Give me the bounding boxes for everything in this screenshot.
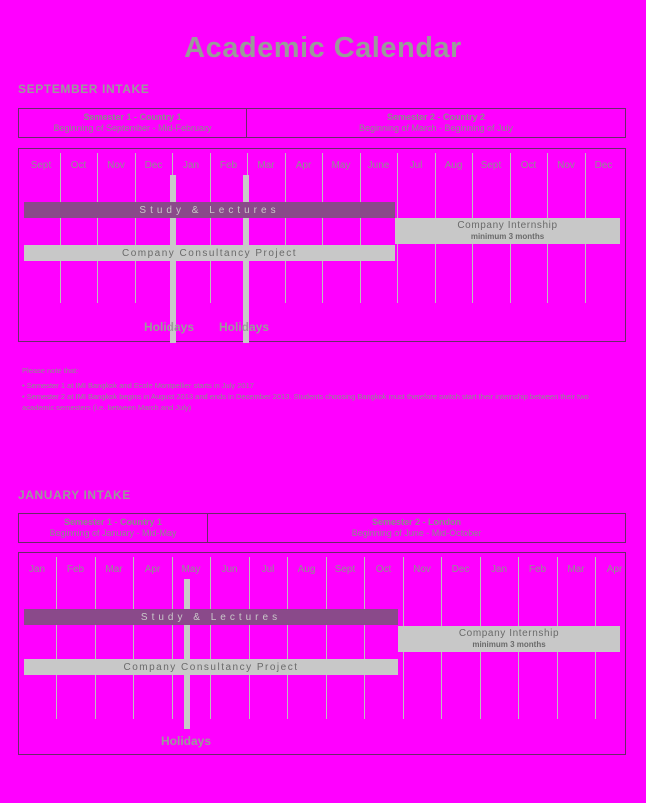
month-label: Mar xyxy=(257,160,275,171)
month-label: May xyxy=(331,160,351,171)
month-gridline xyxy=(95,557,96,719)
january-consultancy-bar: Company Consultancy Project xyxy=(24,659,398,675)
september-consultancy-bar: Company Consultancy Project xyxy=(24,245,395,261)
month-label: May xyxy=(181,564,201,575)
september-internship-bar xyxy=(395,218,620,244)
notes-intro: Please note that: xyxy=(22,366,79,375)
january-holiday-label: Holidays xyxy=(161,734,212,748)
month-label: Nov xyxy=(107,160,125,171)
january-study-bar: Study & Lectures xyxy=(24,609,398,625)
month-label: Nov xyxy=(413,564,431,575)
notes xyxy=(22,365,622,413)
month-gridline xyxy=(322,153,323,303)
month-label: Jun xyxy=(221,564,238,575)
notes-item: • Semester 1 at IMI Bangkok and Ecole Montpellier starts in July 2017 xyxy=(22,381,254,390)
semester-title: Semester 1 - Country 1 xyxy=(83,112,182,122)
month-label: Sept xyxy=(334,564,356,575)
semester-title: Semester 1 - Country 1 xyxy=(63,517,163,527)
month-gridline xyxy=(287,557,288,719)
internship-label: Company Internship xyxy=(457,220,558,231)
january-holiday-bar xyxy=(184,579,190,729)
september-calendar xyxy=(18,148,626,342)
month-label: Aug xyxy=(444,160,463,171)
internship-duration: minimum 3 months xyxy=(470,232,545,241)
month-label: Aug xyxy=(297,564,316,575)
internship-duration: minimum 3 months xyxy=(472,640,546,649)
month-label: Sept xyxy=(30,160,52,171)
month-label: Feb xyxy=(219,160,238,171)
semester-title: Semester 2 - Country 2 xyxy=(386,112,486,122)
january-semester-box xyxy=(18,513,626,543)
month-gridline xyxy=(133,557,134,719)
september-holiday-label-2: Holidays xyxy=(219,320,270,334)
month-label: Jan xyxy=(182,160,200,171)
september-semester-2 xyxy=(246,109,625,137)
month-label: Jul xyxy=(409,160,423,171)
month-label: Oct xyxy=(375,564,392,575)
september-study-bar: Study & Lectures xyxy=(24,202,395,218)
month-gridline xyxy=(210,557,211,719)
january-calendar xyxy=(18,552,626,755)
september-semester-1 xyxy=(19,109,246,137)
semester-dates: Beginning of September - Mid-February xyxy=(53,123,212,133)
month-gridline xyxy=(56,557,57,719)
month-label: June xyxy=(367,160,390,171)
month-gridline xyxy=(249,557,250,719)
january-internship-bar xyxy=(398,626,620,652)
month-label: Jul xyxy=(261,564,275,575)
month-gridline xyxy=(97,153,98,303)
september-intake-heading: SEPTEMBER INTAKE xyxy=(18,82,150,96)
month-gridline xyxy=(360,153,361,303)
month-gridline xyxy=(285,153,286,303)
january-semester-1 xyxy=(19,514,207,542)
month-label: Oct xyxy=(70,160,87,171)
month-gridline xyxy=(326,557,327,719)
semester-dates: Beginning of January - Mid-May xyxy=(49,528,177,538)
month-label: Sept xyxy=(480,160,502,171)
month-label: Mar xyxy=(105,564,123,575)
month-label: Jan xyxy=(490,564,508,575)
month-label: Nov xyxy=(557,160,575,171)
month-label: Oct xyxy=(520,160,537,171)
semester-title: Semester 2 - London xyxy=(371,517,461,527)
notes-item: • Semester 2 at IMI Bangkok begins in August 2013 and ends in December 2013. Students choosing Bangkok must therefore switch start their internship between their two academic semesters (i.e. between March and July) xyxy=(22,392,589,412)
month-label: Apr xyxy=(606,564,623,575)
month-gridline xyxy=(210,153,211,303)
month-label: Apr xyxy=(144,564,161,575)
month-label: Jan xyxy=(28,564,46,575)
month-gridline xyxy=(135,153,136,303)
semester-dates: Beginning of June - Mid-October xyxy=(351,528,482,538)
semester-dates: Beginning of March - Beginning of July xyxy=(358,123,514,133)
month-gridline xyxy=(364,557,365,719)
internship-label: Company Internship xyxy=(458,628,560,639)
month-label: Mar xyxy=(567,564,585,575)
september-semester-box xyxy=(18,108,626,138)
month-gridline xyxy=(172,557,173,719)
month-label: Dec xyxy=(144,160,163,171)
month-label: Feb xyxy=(66,564,85,575)
month-label: Dec xyxy=(451,564,470,575)
september-holiday-label-1: Holidays xyxy=(144,320,195,334)
january-intake-heading: JANUARY INTAKE xyxy=(18,488,131,502)
page-title: Academic Calendar xyxy=(184,32,462,64)
month-gridline xyxy=(60,153,61,303)
month-label: Apr xyxy=(295,160,312,171)
month-label: Dec xyxy=(594,160,613,171)
january-semester-2 xyxy=(207,514,625,542)
month-label: Feb xyxy=(528,564,547,575)
